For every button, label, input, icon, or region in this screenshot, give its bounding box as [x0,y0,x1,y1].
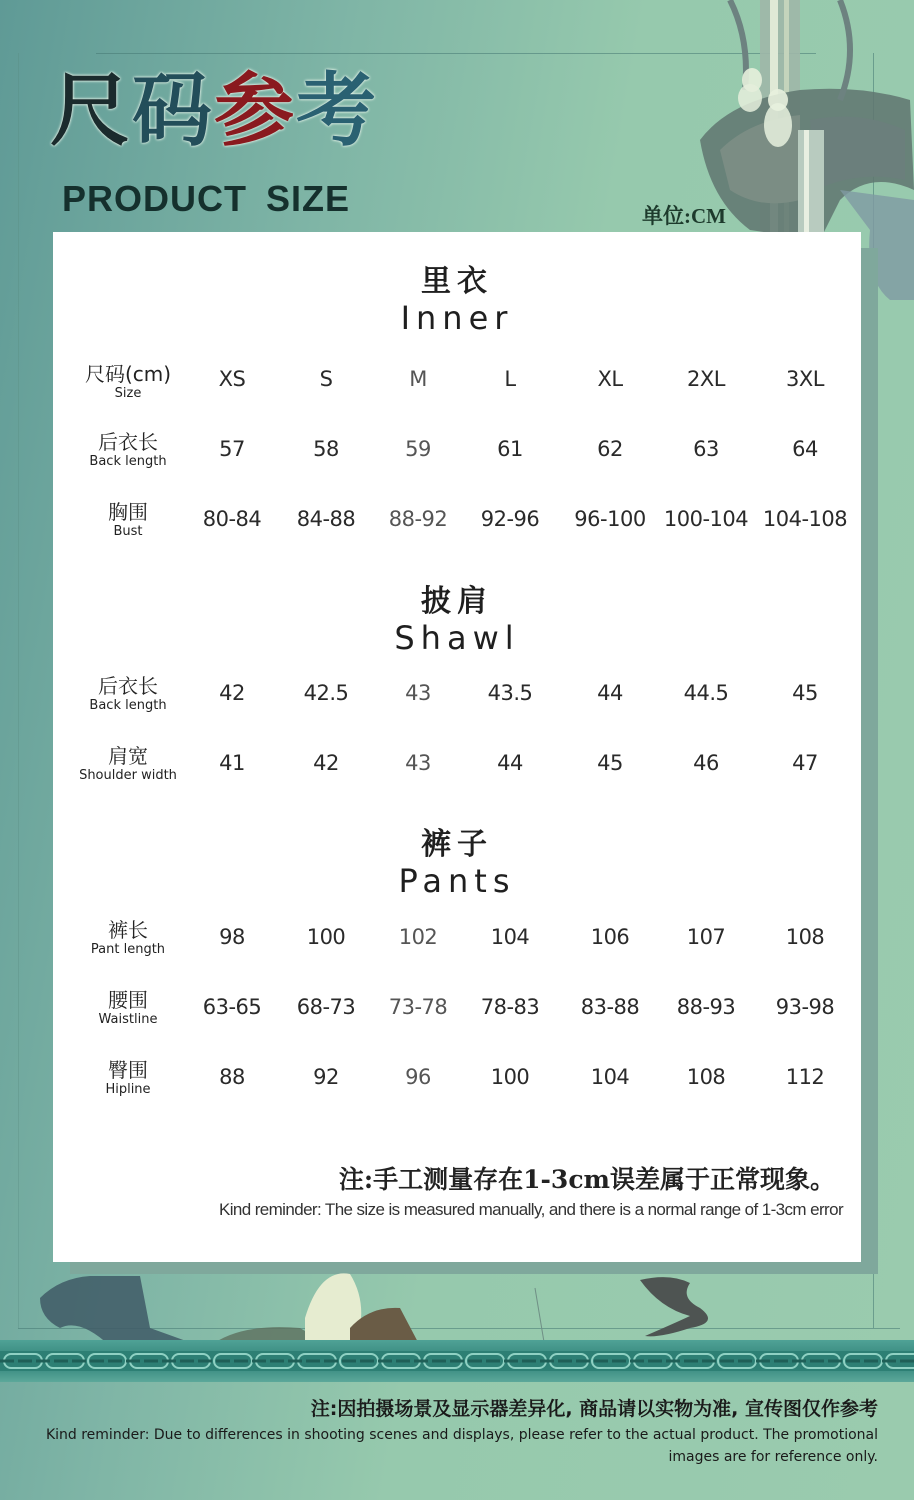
row-label-en: Back length [89,454,167,469]
row-label-en: Back length [89,698,167,713]
row-label [63,988,193,1028]
table-row-waistline [53,988,861,1048]
table-cell: 43.5 [487,681,533,705]
table-cell: 45 [597,751,623,775]
table-cell: 44 [597,681,623,705]
row-label-en: Size [114,386,142,401]
table-cell: 68-73 [296,995,356,1019]
table-row-shoulder-width [53,744,861,804]
table-cell: 104 [490,925,530,949]
table-row-pant-length [53,918,861,978]
table-cell: 47 [792,751,818,775]
row-label [63,500,193,540]
table-row-size [53,360,861,420]
section-title-cn: 裤子 [421,827,493,862]
table-cell: 93-98 [775,995,835,1019]
table-cell: 3XL [786,367,824,391]
table-cell: 106 [590,925,630,949]
measurement-note-en: Kind reminder: The size is measured manually, and there is a normal range of 1-3cm error [218,1200,843,1219]
page-title-en: PRODUCT SIZE [62,178,351,219]
table-cell: 61 [497,437,523,461]
table-cell: 92 [313,1065,339,1089]
row-label-cn: 胸围 [108,500,148,524]
row-label-cn: 肩宽 [108,744,148,768]
table-cell: 100-104 [663,507,749,531]
row-label-en: Waistline [98,1012,158,1027]
table-cell: 88-93 [676,995,736,1019]
table-cell: 104 [590,1065,630,1089]
table-cell: 57 [219,437,245,461]
row-label [63,430,193,470]
table-cell: 44 [497,751,523,775]
table-cell: 59 [405,437,431,461]
section-title-en: Pants [398,862,516,900]
table-cell: 78-83 [480,995,540,1019]
table-cell: 41 [219,751,245,775]
table-row-hipline [53,1058,861,1118]
page-title-cn [50,63,378,157]
table-cell: 44.5 [683,681,729,705]
table-cell: 58 [313,437,339,461]
table-cell: 84-88 [296,507,356,531]
table-cell: 63 [693,437,719,461]
table-cell: 42 [219,681,245,705]
table-row-shawl-back-length [53,674,861,734]
row-label [63,362,193,402]
table-cell: 100 [306,925,346,949]
table-cell: 88-92 [388,507,448,531]
section-title-en: Shawl [394,619,520,657]
table-cell: 83-88 [580,995,640,1019]
row-label [63,1058,193,1098]
table-cell: 42 [313,751,339,775]
table-cell: 64 [792,437,818,461]
footer-disclaimer-cn: 注:因拍摄场景及显示器差异化, 商品请以实物为准, 宣传图仅作参考 [310,1398,878,1420]
title-char: 码 [132,63,214,157]
table-cell: 107 [686,925,726,949]
table-cell: 73-78 [388,995,448,1019]
title-char: 考 [296,63,378,157]
section-title-cn: 披肩 [421,584,493,619]
row-label-en: Bust [113,524,143,539]
title-char-accent: 参 [214,63,296,157]
table-cell: 108 [686,1065,726,1089]
table-cell: 45 [792,681,818,705]
row-label-cn: 腰围 [108,988,148,1012]
table-cell: 42.5 [303,681,349,705]
table-cell: 63-65 [202,995,262,1019]
row-label-en: Pant length [90,942,166,957]
section-title-cn: 里衣 [421,264,493,299]
table-cell: 46 [693,751,719,775]
section-title-shawl [53,584,861,656]
table-cell: 43 [405,751,431,775]
section-title-inner [53,264,861,336]
table-cell: 80-84 [202,507,262,531]
size-chart-card [53,232,861,1262]
table-cell: 92-96 [480,507,540,531]
section-title-en: Inner [400,299,514,337]
row-label-en: Shoulder width [79,768,177,783]
table-cell: 43 [405,681,431,705]
table-cell: 96 [405,1065,431,1089]
row-label-cn: 后衣长 [98,674,158,698]
chain-pattern [0,1351,914,1371]
row-label-cn: 尺码(cm) [84,362,172,386]
table-cell: 62 [597,437,623,461]
title-char: 尺 [50,63,132,157]
row-label-cn: 臀围 [108,1058,148,1082]
table-cell: S [319,367,333,391]
table-cell: 108 [785,925,825,949]
table-cell: 98 [219,925,245,949]
table-cell: 100 [490,1065,530,1089]
row-label [63,674,193,714]
table-cell: 104-108 [762,507,848,531]
bottom-illustration [0,1268,914,1348]
table-cell: 112 [785,1065,825,1089]
row-label [63,744,193,784]
row-label-en: Hipline [105,1082,151,1097]
table-row-bust [53,500,861,560]
table-cell: 96-100 [574,507,646,531]
footer-disclaimer-en: Kind reminder: Due to differences in shooting scenes and displays, please refer to the actual product. The promotional images are for reference only. [45,1427,878,1465]
table-cell: L [504,367,516,391]
table-row-back-length [53,430,861,490]
row-label-cn: 后衣长 [98,430,158,454]
table-cell: M [409,367,427,391]
row-label-cn: 裤长 [108,918,148,942]
row-label [63,918,193,958]
table-cell: XL [597,367,623,391]
unit-label: 单位:CM [642,204,726,228]
table-cell: XS [218,367,246,391]
measurement-note-cn: 注:手工测量存在1-3cm误差属于正常现象。 [338,1165,835,1194]
table-cell: 88 [219,1065,245,1089]
section-title-pants [53,827,861,899]
table-cell: 2XL [687,367,725,391]
table-cell: 102 [398,925,438,949]
